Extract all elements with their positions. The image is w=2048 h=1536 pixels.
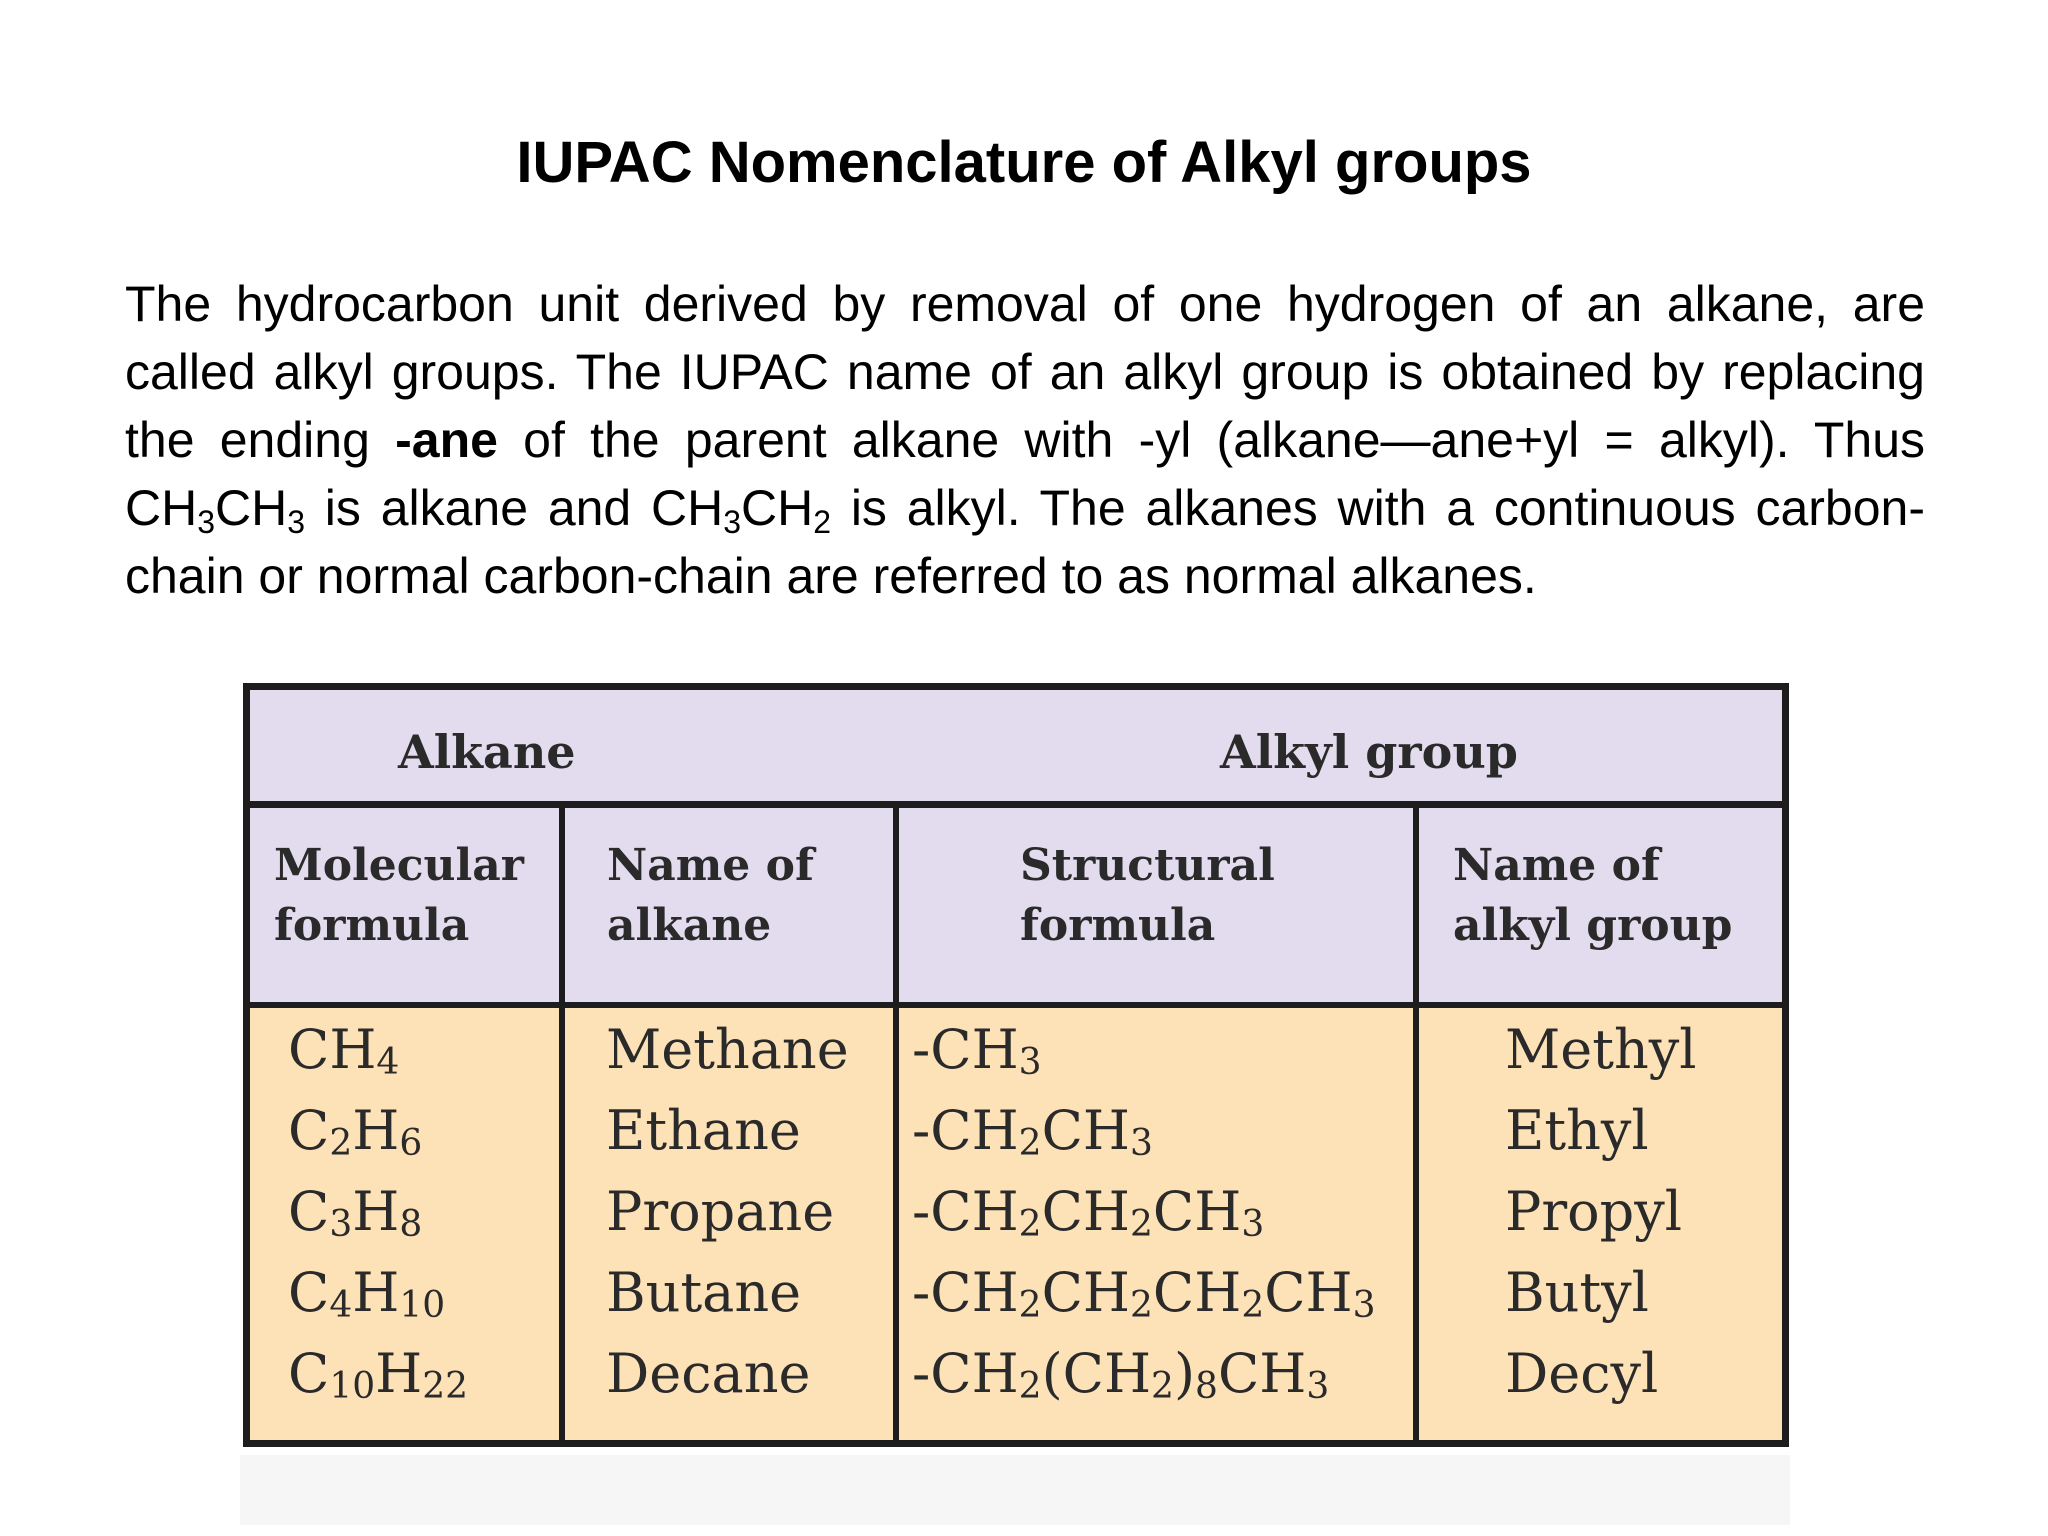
header-alkane: Alkane (398, 725, 576, 779)
cell-structural-formula: $-CH_2CH_2CH_2CH_3$ (912, 1261, 1376, 1326)
cell-structural-formula: $-CH_2(CH_2)_8CH_3$ (912, 1342, 1330, 1407)
column-divider (559, 808, 565, 1440)
page-title: IUPAC Nomenclature of Alkyl groups (516, 130, 1532, 195)
cell-alkyl-name: Methyl (1505, 1018, 1697, 1081)
paragraph-text: The hydrocarbon unit derived by removal of one hydrogen of an alkane, are called alkyl groups. The IUPAC name of an alkyl group is obtained by replacing the ending (125, 276, 1925, 468)
cell-alkane-name: Ethane (606, 1099, 801, 1162)
col-header-structural-formula: Structural formula (1020, 840, 1275, 951)
paragraph-text: is alkane and (305, 480, 652, 536)
intro-paragraph (125, 270, 1925, 610)
column-divider (893, 808, 899, 1440)
cell-molecular-formula: $C_2H_6$ (288, 1099, 423, 1164)
paragraph-bold-ane: -ane (395, 412, 498, 468)
col-header-name-of-alkane: Name of alkane (607, 840, 814, 951)
table-shadow (240, 1455, 1790, 1525)
cell-structural-formula: $-CH_2CH_3$ (912, 1099, 1153, 1164)
cell-alkyl-name: Propyl (1505, 1180, 1683, 1243)
formula-alkyl: $CH_3CH_2$ (651, 480, 832, 540)
cell-molecular-formula: $C_{10}H_{22}$ (288, 1342, 469, 1407)
cell-alkane-name: Butane (606, 1261, 802, 1324)
cell-molecular-formula: $C_3H_8$ (288, 1180, 423, 1245)
cell-structural-formula: $-CH_2CH_2CH_3$ (912, 1180, 1265, 1245)
column-divider (1413, 808, 1419, 1440)
cell-molecular-formula: $C_4H_{10}$ (288, 1261, 446, 1326)
cell-alkyl-name: Ethyl (1505, 1099, 1649, 1162)
cell-molecular-formula: $CH_4$ (288, 1018, 400, 1083)
cell-alkane-name: Decane (606, 1342, 811, 1405)
formula-alkane: $CH_3CH_3$ (125, 480, 306, 540)
column-alkane-name (606, 1015, 849, 1420)
header-alkyl-group: Alkyl group (1220, 725, 1518, 779)
column-alkyl-name (1505, 1015, 1697, 1420)
paragraph-text: is alkyl. The alkanes with a continuous carbon-chain or normal carbon-chain are referred to as normal alkanes. (125, 480, 1925, 604)
cell-alkyl-name: Butyl (1505, 1261, 1649, 1324)
alkyl-table (243, 683, 1789, 1447)
cell-alkane-name: Propane (606, 1180, 835, 1243)
col-header-name-of-alkyl-group: Name of alkyl group (1453, 840, 1733, 951)
column-structural-formula (912, 1015, 1376, 1420)
paragraph-text: of the parent alkane with -yl (alkane—ane+yl = alkyl). Thus (497, 412, 1925, 468)
cell-structural-formula: $-CH_3$ (912, 1018, 1042, 1083)
cell-alkane-name: Methane (606, 1018, 849, 1081)
col-header-molecular-formula: Molecular formula (274, 840, 524, 951)
column-molecular-formula (288, 1015, 468, 1420)
cell-alkyl-name: Decyl (1505, 1342, 1659, 1405)
